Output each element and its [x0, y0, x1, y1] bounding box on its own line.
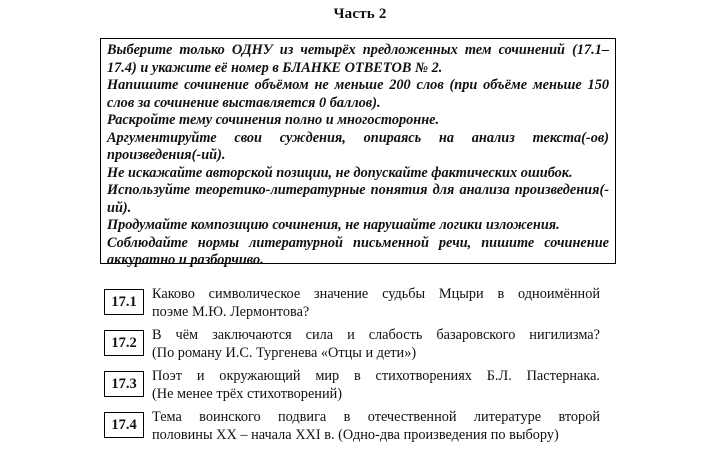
instruction-argue: Аргументируйте свои суждения, опираясь на анализ текста(-ов) произведения(-ий).: [107, 129, 609, 163]
instruction-literary-terms: Используйте теоретико-литературные понятия для анализа произведения(-ий).: [107, 182, 609, 216]
topic-text: [152, 367, 600, 403]
topic-number: 17.2: [104, 330, 144, 356]
topic-text-line: (Не менее трёх стихотворений): [152, 386, 343, 402]
instruction-choose-topic: Выберите только ОДНУ из четырёх предложенных тем сочинений (17.1–17.4) и укажите её номер в БЛАНКЕ ОТВЕТОВ № 2.: [107, 42, 609, 76]
instructions-box: [100, 38, 616, 268]
instruction-author-position: Не искажайте авторской позиции, не допускайте фактических ошибок.: [107, 164, 573, 181]
topic-text-line: половины XX – начала XXI в. (Одно-два произведения по выбору): [152, 427, 559, 443]
topic-text-line: Тема воинского подвига в отечественной литературе второй: [152, 409, 600, 425]
instruction-speech-norms: Соблюдайте нормы литературной письменной речи, пишите сочинение аккуратно и разборчиво.: [107, 234, 609, 268]
topic-number: 17.3: [104, 371, 144, 397]
topic-text-line: поэме М.Ю. Лермонтова?: [152, 304, 310, 320]
topic-item: [100, 408, 620, 444]
topic-text-line: В чём заключаются сила и слабость базаровского нигилизма?: [152, 327, 600, 343]
topic-number: 17.4: [104, 412, 144, 438]
topic-item: [100, 285, 620, 321]
topic-text-line: (По роману И.С. Тургенева «Отцы и дети»): [152, 345, 417, 361]
topic-text-line: Каково символическое значение судьбы Мцыри в одноимённой: [152, 286, 600, 302]
topic-number: 17.1: [104, 289, 144, 315]
topic-text-line: Поэт и окружающий мир в стихотворениях Б.Л. Пастернака.: [152, 368, 600, 384]
instruction-word-count: Напишите сочинение объёмом не меньше 200 слов (при объёме меньше 150 слов за сочинение выставляется 0 баллов).: [107, 77, 609, 111]
page-title: Часть 2: [333, 6, 387, 22]
topic-text: [152, 285, 600, 321]
topic-item: [100, 367, 620, 403]
topic-text: [152, 408, 600, 444]
instruction-cover-topic: Раскройте тему сочинения полно и многосторонне.: [107, 112, 440, 128]
instruction-composition: Продумайте композицию сочинения, не нарушайте логики изложения.: [107, 217, 560, 233]
topic-text: [152, 326, 600, 362]
topic-item: [100, 326, 620, 362]
